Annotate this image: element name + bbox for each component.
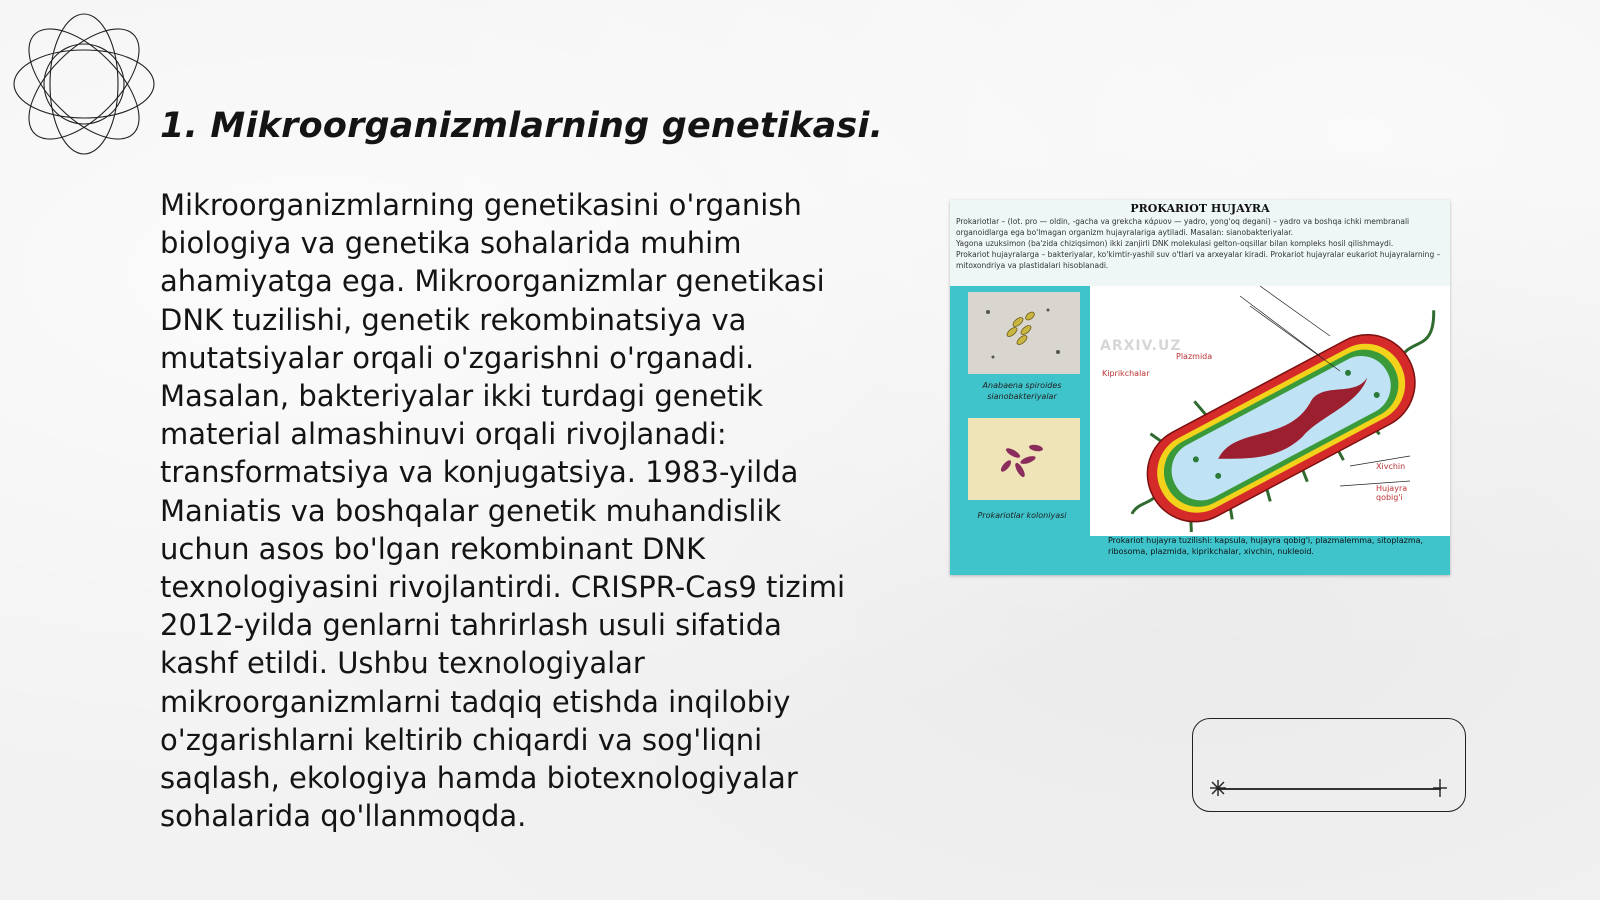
plus-icon <box>1429 777 1451 799</box>
label-kiprikchalar: Kiprikchalar <box>1102 369 1150 378</box>
interlocking-ellipses-logo <box>10 10 158 158</box>
figure-description <box>956 216 1444 271</box>
slider-control-box[interactable] <box>1192 718 1466 812</box>
figure-header <box>950 200 1450 286</box>
label-hujayra-qobigi: Hujayra qobig'i <box>1376 484 1408 502</box>
colony-caption: Prokariotlar koloniyasi <box>977 511 1067 520</box>
label-plazmida: Plazmida <box>1176 352 1213 361</box>
figure-desc-line-3: Prokariot hujayralarga – bakteriyalar, ko'kimtir-yashil suv o'tlari va arxeyalar kiradi. Prokariot hujayralar eukariot hujayralarning – mitoxondriya va plastidalari hisoblanadi. <box>956 250 1441 270</box>
label-xivchin: Xivchin <box>1376 462 1406 471</box>
slider-track[interactable] <box>1217 788 1441 790</box>
figure-desc-line-1: Prokariotlar – (lot. pro — oldin, -gacha va grekcha κάρυον — yadro, yong'oq degani) – yadro va boshqa ichki membranali organoidlarga ega bo'lmagan organizm hujayralariga aytiladi. Masalan: sianobakteriyalar. <box>956 217 1410 237</box>
slide-body-text: Mikroorganizmlarning genetikasini o'rganish biologiya va genetika sohalarida muhim ahamiyatga ega. Mikroorganizmlar genetikasi DNK tuzilishi, genetik rekombinatsiya va mutatsiyalar orqali o'zgarishni o'rganadi. Masalan, bakteriyalar ikki turdagi genetik material almashinuvi orqali rivojlanadi: transformatsiya va konjugatsiya. 1983-yilda Maniatis va boshqalar genetik muhandislik uchun asos bo'lgan rekombinant DNK texnologiyasini rivojlantirdi. CRISPR-Cas9 tizimi 2012-yilda genlarni tahrirlash usuli sifatida kashf etildi. Ushbu texnologiyalar mikroorganizmlarni tadqiq etishda inqilobiy o'zgarishlarni keltirib chiqardi va sog'liqni saqlash, ekologiya hamda biotexnologiyalar sohalarida qo'llanmoqda. <box>160 188 845 834</box>
cyanobacteria-caption: Anabaena spiroides sianobakteriyalar <box>982 381 1062 401</box>
figure-desc-line-2: Yagona uzuksimon (ba'zida chiziqsimon) ikki zanjirli DNK molekulasi gelton-oqsillar bilan kompleks hosil qilishmaydi. <box>956 239 1394 248</box>
figure-caption: Prokariot hujayra tuzilishi: kapsula, hujayra qobig'i, plazmalemma, sitoplazma, ribosoma, plazmida, kiprikchalar, xivchin, nukleoid. <box>1108 536 1424 556</box>
slide-title: 1. Mikroorganizmlarning genetikasi. <box>160 106 884 146</box>
figure-watermark: ARXIV.UZ <box>1100 338 1182 354</box>
prokaryote-cell-figure <box>950 200 1450 575</box>
prokaryote-colony-micrograph <box>968 418 1080 500</box>
sparkle-icon[interactable] <box>1207 777 1229 799</box>
cell-diagram-panel <box>1090 286 1450 536</box>
cyanobacteria-micrograph <box>968 292 1080 374</box>
figure-title: PROKARIOT HUJAYRA <box>1130 202 1270 215</box>
